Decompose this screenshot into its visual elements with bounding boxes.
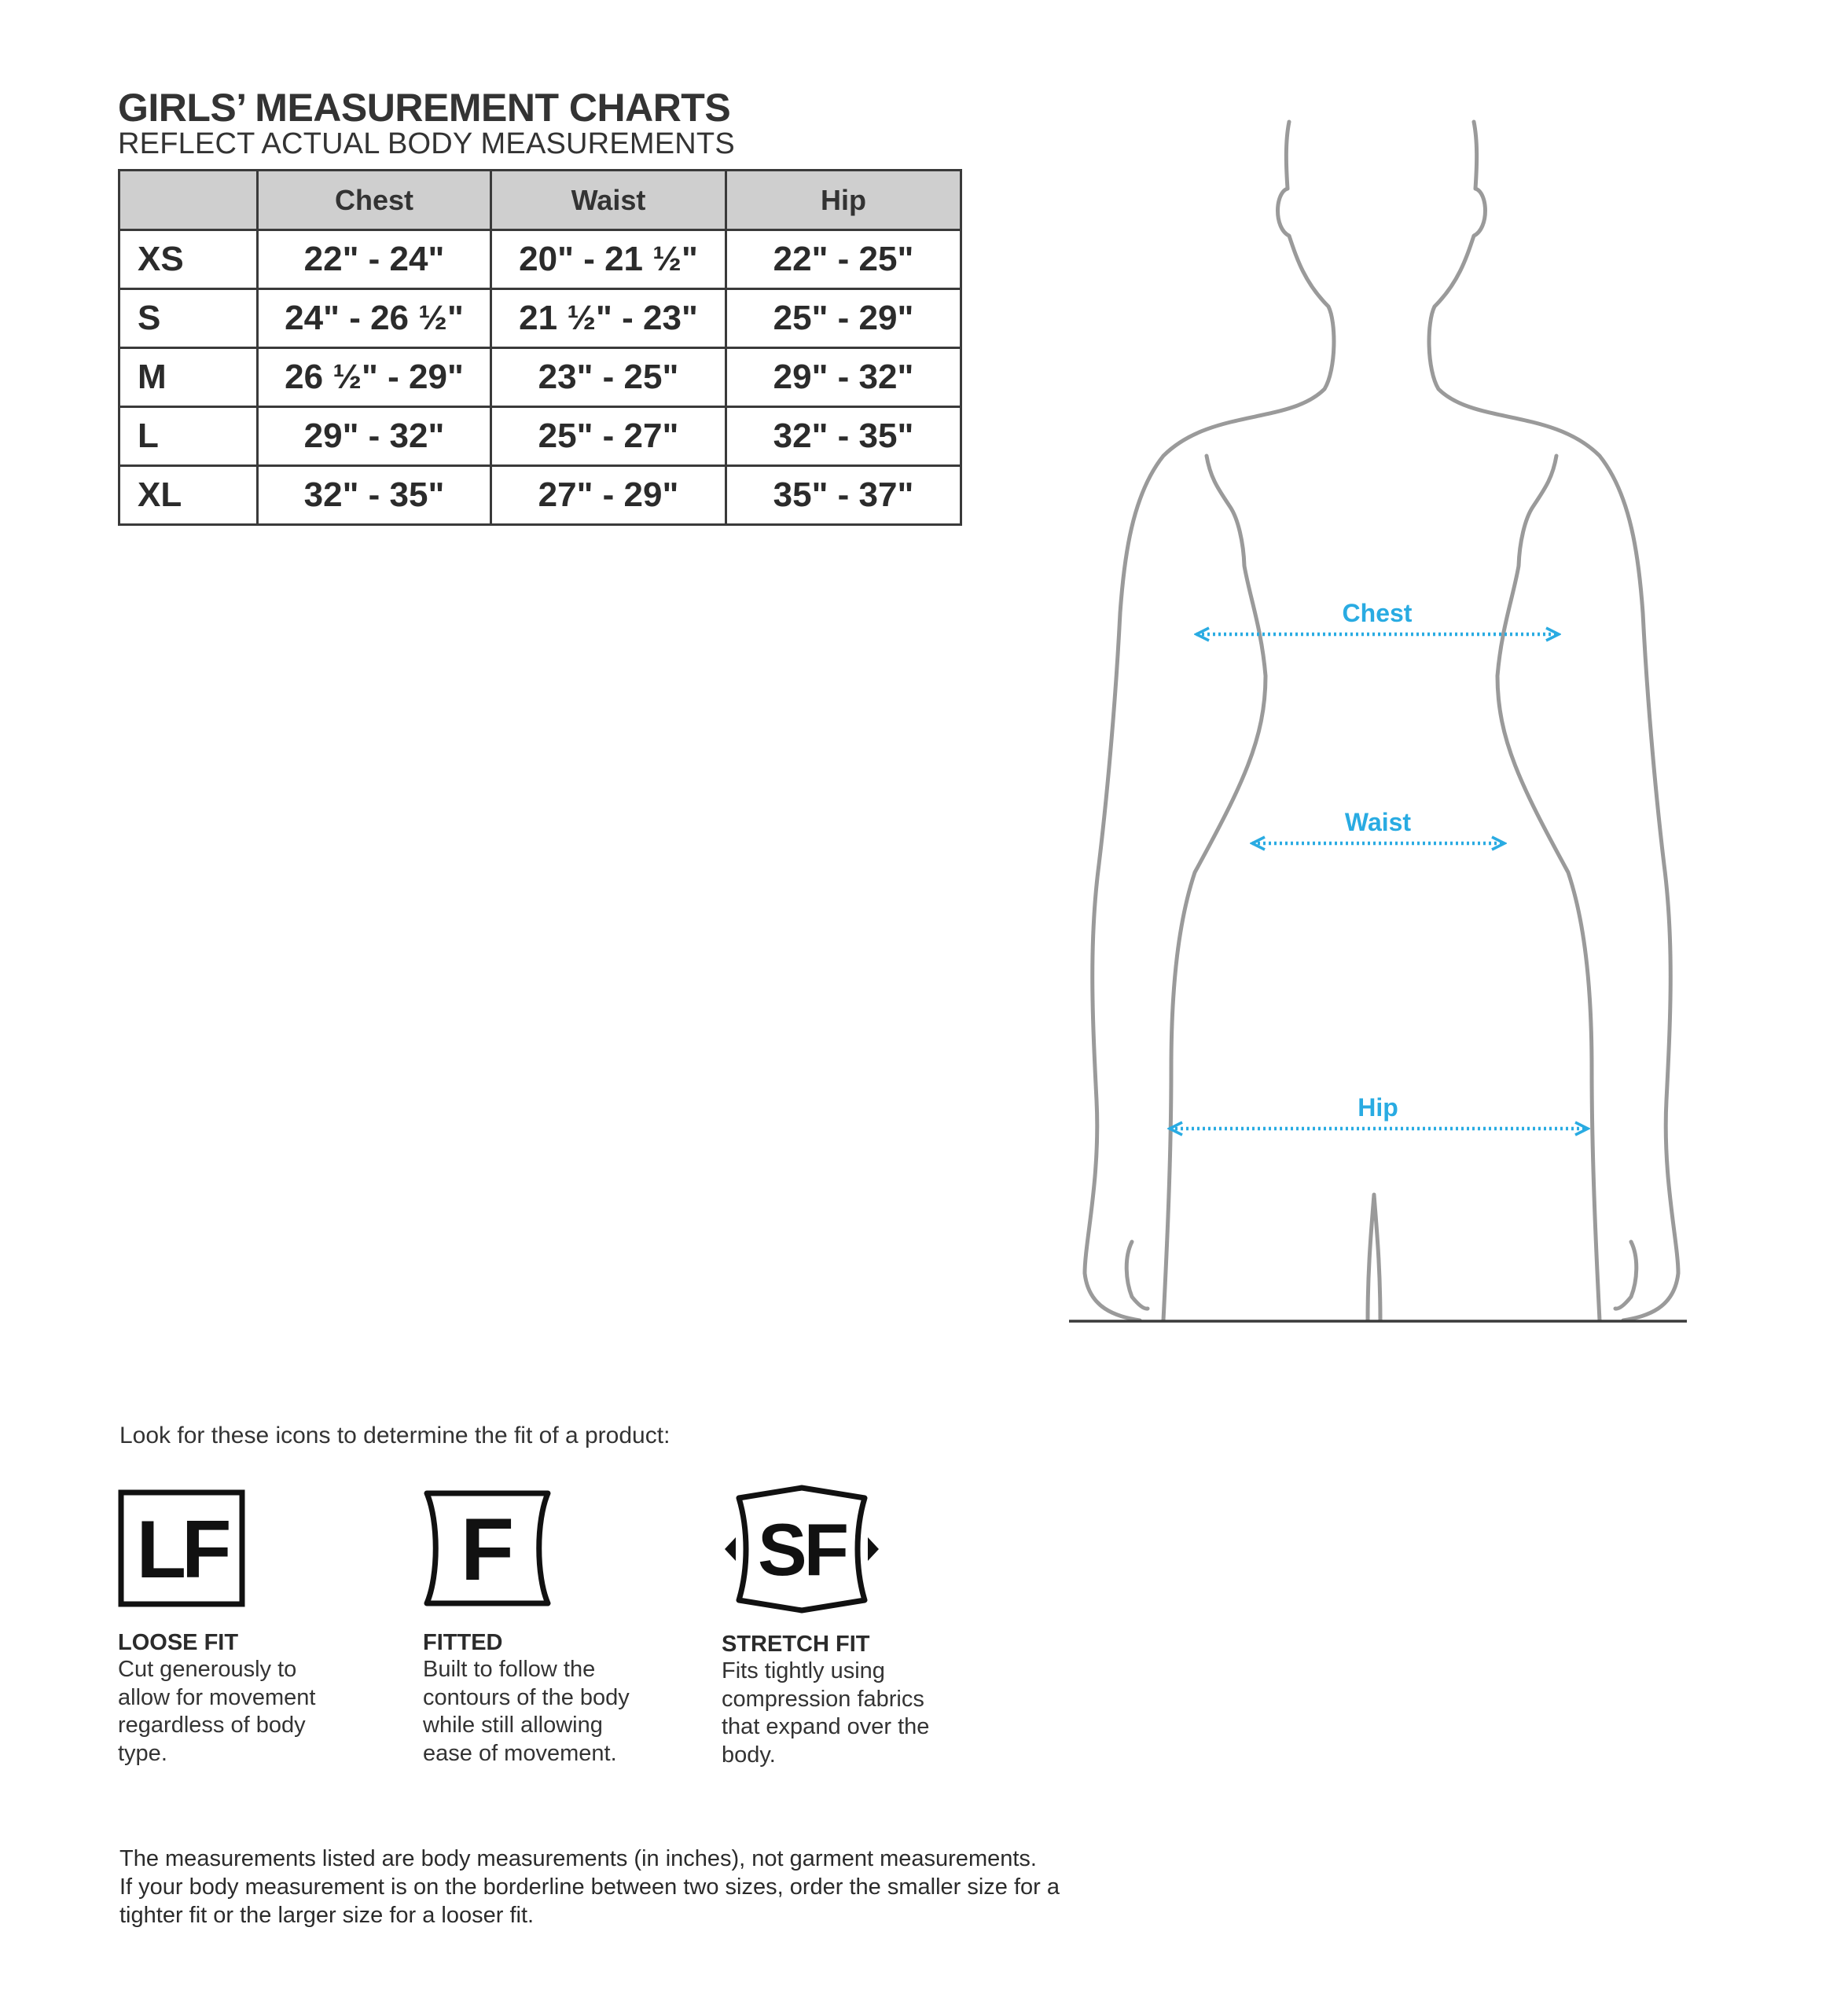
size-label: S — [119, 289, 258, 348]
fit-item-loose — [118, 1489, 354, 1768]
size-label: XL — [119, 466, 258, 525]
fit-title: STRETCH FIT — [722, 1632, 870, 1657]
svg-text:SF: SF — [757, 1508, 847, 1591]
chest-value: 29" - 32" — [258, 407, 491, 466]
size-label: XS — [119, 230, 258, 289]
table-row — [119, 348, 961, 407]
waist-value: 21 ½" - 23" — [491, 289, 726, 348]
waist-value: 20" - 21 ½" — [491, 230, 726, 289]
page-subtitle: REFLECT ACTUAL BODY MEASUREMENTS — [118, 127, 735, 160]
fit-title: LOOSE FIT — [118, 1630, 239, 1655]
fit-description: Built to follow the contours of the body while still allowing ease of movement. — [423, 1657, 630, 1766]
hip-value: 25" - 29" — [726, 289, 961, 348]
fit-intro-text: Look for these icons to determine the fit of a product: — [119, 1423, 670, 1448]
table-row — [119, 466, 961, 525]
hip-value: 22" - 25" — [726, 230, 961, 289]
size-label: L — [119, 407, 258, 466]
table-row — [119, 289, 961, 348]
fit-description: Fits tightly using compression fabrics that expand over the body. — [722, 1658, 930, 1768]
table-row — [119, 230, 961, 289]
body-outline — [1085, 122, 1678, 1320]
fit-item-fitted — [423, 1489, 659, 1768]
waist-value: 25" - 27" — [491, 407, 726, 466]
waist-value: 23" - 25" — [491, 348, 726, 407]
chest-value: 26 ½" - 29" — [258, 348, 491, 407]
fit-item-stretch — [722, 1489, 981, 1769]
fit-description: Cut generously to allow for movement regardless of body type. — [118, 1657, 316, 1766]
column-header-chest: Chest — [258, 171, 491, 230]
hip-value: 29" - 32" — [726, 348, 961, 407]
hip-value: 35" - 37" — [726, 466, 961, 525]
page-title: GIRLS’ MEASUREMENT CHARTS — [118, 86, 731, 130]
svg-text:LF: LF — [136, 1504, 227, 1595]
waist-value: 27" - 29" — [491, 466, 726, 525]
table-row — [119, 407, 961, 466]
fitted-icon — [423, 1489, 552, 1607]
svg-text:F: F — [460, 1500, 515, 1599]
waist-label: Waist — [1344, 808, 1412, 836]
chest-value: 22" - 24" — [258, 230, 491, 289]
chest-value: 32" - 35" — [258, 466, 491, 525]
column-header-size — [119, 171, 258, 230]
table-header-row — [119, 171, 961, 230]
chest-value: 24" - 26 ½" — [258, 289, 491, 348]
stretch-fit-icon — [722, 1482, 882, 1616]
fit-title: FITTED — [423, 1630, 503, 1655]
hip-value: 32" - 35" — [726, 407, 961, 466]
size-label: M — [119, 348, 258, 407]
hip-label: Hip — [1358, 1093, 1398, 1122]
column-header-waist: Waist — [491, 171, 726, 230]
loose-fit-icon — [118, 1489, 245, 1607]
chest-label: Chest — [1342, 599, 1413, 627]
footnote-text: The measurements listed are body measurements (in inches), not garment measurements. If your body measurement is on the borderline between two sizes, order the smaller size for a tighter fit or the larger size for a looser fit. — [119, 1846, 1060, 1928]
body-measurement-figure — [1069, 118, 1721, 1328]
size-chart-table — [118, 169, 962, 526]
column-header-hip: Hip — [726, 171, 961, 230]
